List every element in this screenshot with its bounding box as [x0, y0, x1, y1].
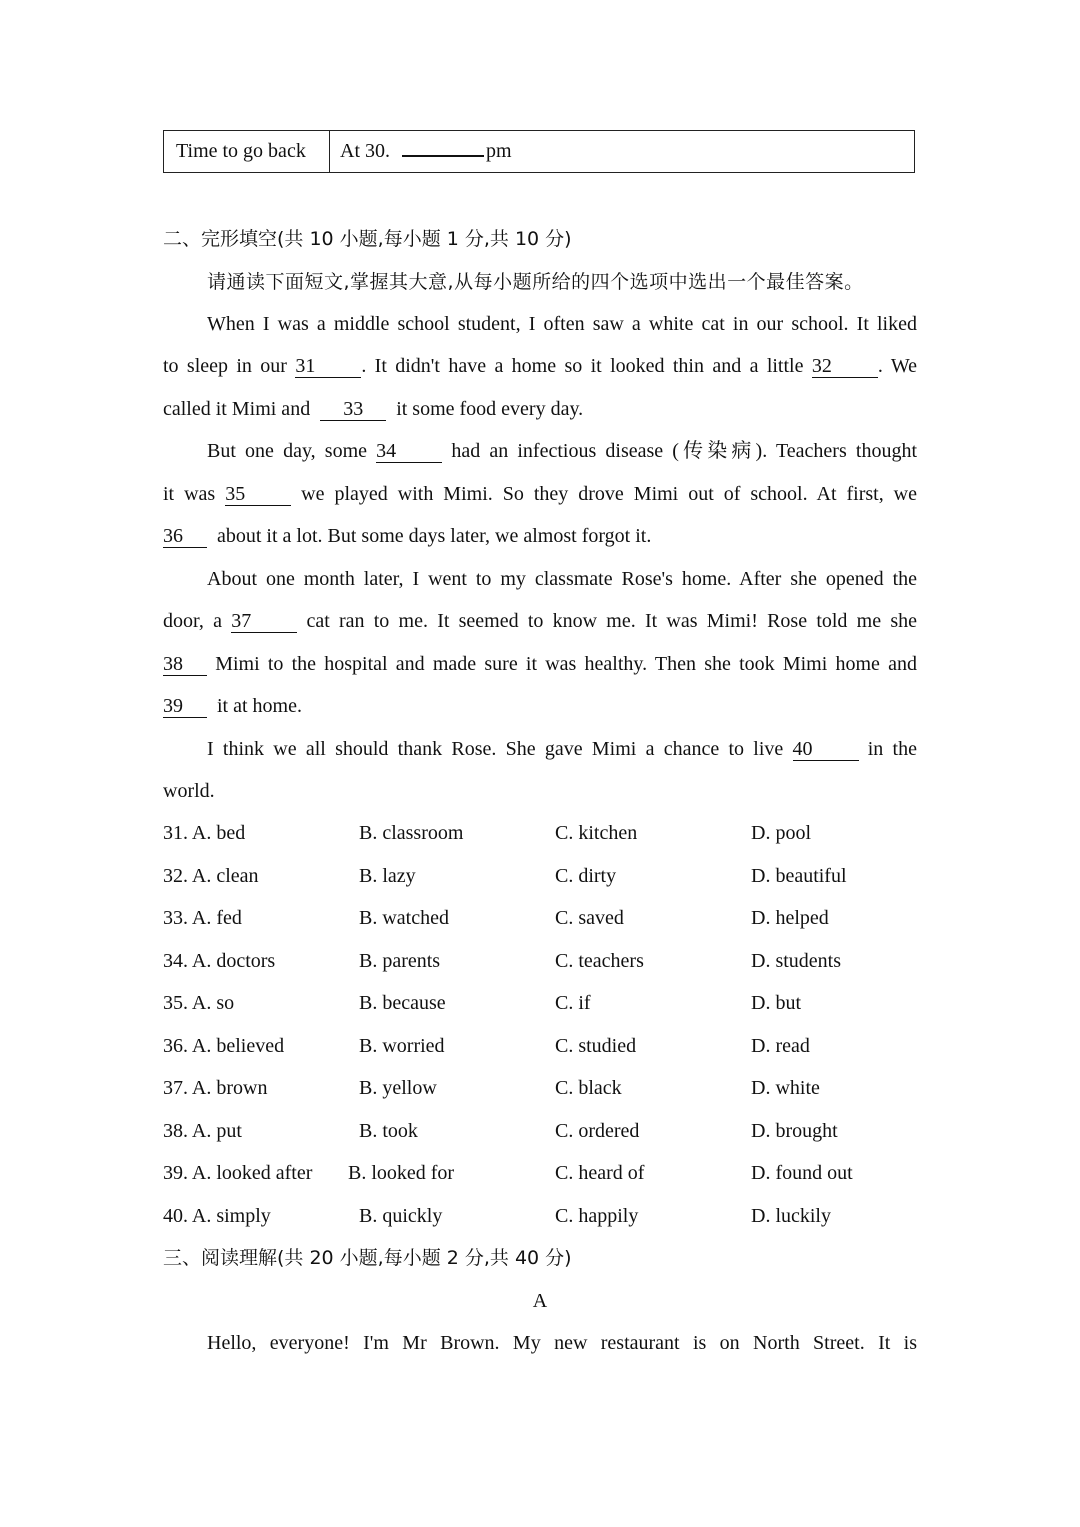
option-c[interactable]: C. ordered [555, 1120, 640, 1142]
section-2-instruction: 请通读下面短文,掌握其大意,从每小题所给的四个选项中选出一个最佳答案。 [207, 271, 864, 293]
passage-line [207, 437, 917, 465]
table-label-cell: Time to go back [164, 131, 330, 172]
table-value-suffix: pm [486, 140, 512, 162]
table-value-prefix: At 30. [340, 140, 390, 162]
passage-text: had an infectious disease (传染病). Teachers thought [451, 440, 918, 462]
blank-35: 35 [225, 483, 291, 506]
passage-line: About one month later, I went to my classmate Rose's home. After she opened the [207, 568, 917, 590]
passage-line: When I was a middle school student, I often saw a white cat in our school. It liked [207, 313, 917, 335]
option-a[interactable]: 39. A. looked after [163, 1162, 313, 1184]
blank-32: 32 [812, 355, 878, 378]
passage-line [163, 650, 917, 678]
option-d[interactable]: D. luckily [751, 1205, 831, 1227]
option-row-37 [163, 1074, 923, 1102]
option-row-33 [163, 904, 923, 932]
option-c[interactable]: C. heard of [555, 1162, 645, 1184]
passage-line [163, 395, 917, 423]
option-d[interactable]: D. found out [751, 1162, 853, 1184]
option-a[interactable]: 36. A. believed [163, 1035, 285, 1057]
passage-text: cat ran to me. It seemed to know me. It was Mimi! Rose told me she [306, 610, 917, 632]
option-row-40 [163, 1202, 923, 1230]
option-row-38 [163, 1117, 923, 1145]
passage-text: it at home. [217, 695, 302, 717]
blank-33: 33 [320, 398, 386, 421]
option-row-36 [163, 1032, 923, 1060]
option-b[interactable]: B. lazy [359, 865, 416, 887]
option-d[interactable]: D. but [751, 992, 801, 1014]
schedule-table-row [163, 130, 915, 173]
option-c[interactable]: C. saved [555, 907, 624, 929]
option-c[interactable]: C. studied [555, 1035, 637, 1057]
answer-blank-30[interactable] [402, 135, 484, 157]
passage-text: I think we all should thank Rose. She gave Mimi a chance to live [207, 738, 784, 760]
option-d[interactable]: D. pool [751, 822, 811, 844]
passage-text: But one day, some [207, 440, 368, 462]
option-a[interactable]: 40. A. simply [163, 1205, 271, 1227]
passage-text: in the [867, 738, 917, 760]
passage-text: we played with Mimi. So they drove Mimi out of school. At first, we [301, 483, 917, 505]
blank-40: 40 [793, 738, 859, 761]
passage-text: . It didn't have a home so it looked thin and a little [361, 355, 804, 377]
passage-text: called it Mimi and [163, 398, 311, 420]
blank-37: 37 [231, 610, 297, 633]
option-a[interactable]: 35. A. so [163, 992, 235, 1014]
passage-line [163, 692, 917, 720]
option-a[interactable]: 32. A. clean [163, 865, 259, 887]
blank-36: 36 [163, 525, 207, 548]
blank-38: 38 [163, 653, 207, 676]
option-b[interactable]: B. classroom [359, 822, 464, 844]
option-d[interactable]: D. read [751, 1035, 810, 1057]
option-b[interactable]: B. because [359, 992, 446, 1014]
option-a[interactable]: 38. A. put [163, 1120, 242, 1142]
option-a[interactable]: 37. A. brown [163, 1077, 268, 1099]
reading-first-line: Hello, everyone! I'm Mr Brown. My new restaurant is on North Street. It is [207, 1332, 917, 1354]
blank-39: 39 [163, 695, 207, 718]
passage-text: it some food every day. [396, 398, 584, 420]
option-d[interactable]: D. white [751, 1077, 820, 1099]
passage-line [163, 352, 917, 380]
option-a[interactable]: 31. A. bed [163, 822, 246, 844]
option-b[interactable]: B. quickly [359, 1205, 443, 1227]
option-d[interactable]: D. beautiful [751, 865, 847, 887]
passage-line [163, 480, 917, 508]
option-row-32 [163, 862, 923, 890]
reading-part-label: A [532, 1290, 548, 1312]
option-c[interactable]: C. black [555, 1077, 622, 1099]
blank-31: 31 [295, 355, 361, 378]
passage-text: . We [877, 355, 917, 377]
option-b[interactable]: B. yellow [359, 1077, 437, 1099]
passage-line [207, 735, 917, 763]
passage-text: Mimi to the hospital and made sure it was healthy. Then she took Mimi home and [215, 653, 917, 675]
section-3-heading: 三、阅读理解(共 20 小题,每小题 2 分,共 40 分) [163, 1247, 572, 1269]
passage-line [163, 522, 917, 550]
passage-line [163, 607, 917, 635]
option-c[interactable]: C. dirty [555, 865, 617, 887]
option-b[interactable]: B. parents [359, 950, 441, 972]
blank-34: 34 [376, 440, 442, 463]
passage-text: door, a [163, 610, 222, 632]
option-a[interactable]: 33. A. fed [163, 907, 242, 929]
option-a[interactable]: 34. A. doctors [163, 950, 276, 972]
option-b[interactable]: B. took [359, 1120, 418, 1142]
passage-line: world. [163, 780, 215, 802]
option-d[interactable]: D. brought [751, 1120, 838, 1142]
option-c[interactable]: C. teachers [555, 950, 644, 972]
passage-text: to sleep in our [163, 355, 287, 377]
option-row-34 [163, 947, 923, 975]
option-c[interactable]: C. if [555, 992, 591, 1014]
section-2-heading: 二、完形填空(共 10 小题,每小题 1 分,共 10 分) [163, 228, 572, 250]
option-d[interactable]: D. helped [751, 907, 829, 929]
option-b[interactable]: B. looked for [348, 1162, 455, 1184]
option-row-31 [163, 819, 923, 847]
option-c[interactable]: C. happily [555, 1205, 639, 1227]
option-b[interactable]: B. worried [359, 1035, 445, 1057]
option-c[interactable]: C. kitchen [555, 822, 638, 844]
option-row-39 [163, 1159, 923, 1187]
option-b[interactable]: B. watched [359, 907, 449, 929]
passage-text: about it a lot. But some days later, we almost forgot it. [217, 525, 652, 547]
option-row-35 [163, 989, 923, 1017]
table-value-cell [330, 131, 914, 172]
option-d[interactable]: D. students [751, 950, 841, 972]
passage-text: it was [163, 483, 216, 505]
